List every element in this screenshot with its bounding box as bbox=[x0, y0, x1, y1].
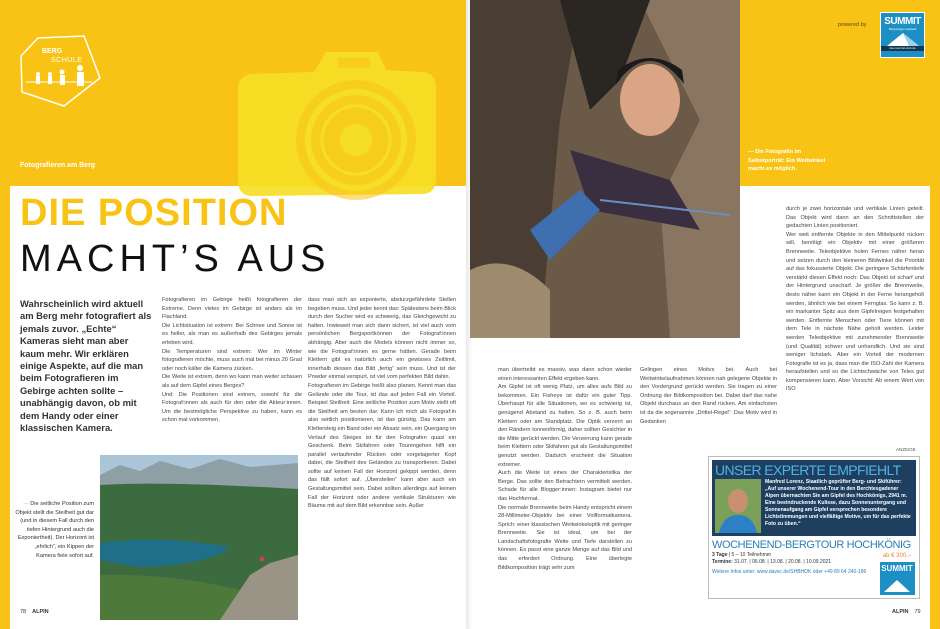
mountain-icon bbox=[883, 32, 923, 46]
ad-info-link[interactable]: Weitere Infos unter: www.davsc.de/SHBHOK oder +49 89 64 240-186 bbox=[712, 569, 867, 575]
paragraph: dass man sich an exponierte, absturzgefährdete Stellen begeben muss. Und jeder kennt das: Spätestens beim Blick durch den Sucher wird es schwierig, das Gleichgewicht zu halten. Inwieweit man sich dann sichert, ist viel auch vom persönlichen Bergsportkönnen der Fotograf:innen abhängig. Aber auch die Models können nicht immer so, wie die Fotograf:innen es gerne hätten. Gerade beim Klettern gibt es natürlich auch ein gewisses Zeitlimit, innerhalb dessen das Bild „fertig“ sein muss. Und ist der Powder einmal verspurt, ist viel vom perfekten Bild dahin. bbox=[308, 297, 457, 381]
paragraph: man übertreibt es massiv, was dann schon wieder einen interessanten Effekt ergeben kann. bbox=[498, 367, 632, 382]
ad-dates: 31.07. | 06.08. | 13.08. | 20.08. | 10.09.2021 bbox=[734, 559, 832, 565]
page-number: 78 bbox=[20, 609, 27, 615]
paragraph: Fotografieren im Gebirge heißt also planen. Kennt man das Gelände oder die Tour, ist das auf jeden Fall ein Vorteil. Beispiel Steilheit: Eine seitliche Position zum Motiv stellt oft die Steilheit am besten dar. Kann ich mich als Fotograf:in also seitlich positionieren, ist das günstig. Das kann am Klettersteig ein Band oder ein Absatz sein, ein Quergang im Verlauf des Steiges ist für den Fotografen quasi ein Geschenk. Beim Skifahren oder Tourengehen hilft ein parallel verlaufender Rücken oder vorgelagerter Kopf dabei, die Steilheit des Geländes zu transportieren. Dabei sollte auf keinen Fall der Horizont gekippt werden, denn das fällt sofort auf. „Übersteilen“ kann aber auch ein Gestaltungsmittel sein. Dabei sollten allerdings auf keinen Fall der Horizont oder andere vertikale Strukturen wie Bäume mit auf dem Bild erkennbar sein. Außer bbox=[308, 382, 457, 510]
ad-quote: „Auf unserer Wochenend-Tour in den Berchtesgadener Alpen übernachten Sie am Gipfel des Hochkönigs, 2941 m. Eine beeindruckende Kulisse, dazu Sonnenuntergang und Sonnenaufgang am Gipfel versprechen besondere Lichtstimmungen und vielfältige Motive, um für das perfekte Foto zu üben.“ bbox=[765, 486, 911, 527]
ad-dates-label: Termine: bbox=[712, 559, 733, 565]
caption-left-text: Die seitliche Position zum Objekt stellt die Steilheit gut dar (und in diesem Fall durch den tiefen Hintergrund auch die Exponiertheit). Der Horizont ist „ehrlich“, ein Kippen der Kamera fiele sofort auf. bbox=[15, 501, 94, 559]
ad-expert-row bbox=[715, 479, 913, 533]
paragraph: Fotografieren im Gebirge heißt fotografieren der Extreme. Denn vieles im Gebirge ist anders als im Flachland. bbox=[162, 297, 302, 321]
summit-logo-name: SUMMIT bbox=[884, 16, 921, 27]
caption-left bbox=[14, 500, 94, 560]
ad-expert-name: Manfred Lorenz, Staatlich geprüfter Berg- und Skiführer: bbox=[765, 479, 902, 485]
magazine-name: ALPIN bbox=[32, 609, 49, 615]
ad-participants: | 5 – 10 Teilnehmer bbox=[728, 552, 772, 558]
mountain-lake-photo bbox=[100, 455, 298, 620]
paragraph: Auch die Weite ist eines der Charakteristika der Berge. Das sollte den Betrachtern vermittelt werden. Schade für alle Blogger:innen: Instagram bietet nur das Hochformat. bbox=[498, 470, 632, 502]
mountain-icon bbox=[882, 578, 912, 592]
caption-right bbox=[748, 148, 828, 174]
body-column-1 bbox=[162, 296, 302, 425]
ad-price: ab € 300,– bbox=[882, 553, 912, 559]
caption-arrow-icon: — bbox=[748, 149, 756, 155]
paragraph: Gelingen eines Motivs bei. Auch bei Weitwinkelaufnahmen können nah gelegene Objekte in den Vordergrund gerückt werden. Sie tragen zu einer Ordnung der Bildkomposition bei. Dabei darf das nahe Objekt durchaus an den Rand rücken. Am einfachsten ist da die sogenannte „Drittel-Regel“: Das Motiv wird in Gedanken bbox=[640, 367, 777, 425]
ad-label: ANZEIGE bbox=[896, 447, 916, 452]
paragraph: Und: Die Positionen sind extrem, sowohl für die Fotograf:innen als auch für den oder die Akteur:innen. Um die bestmögliche Perspektive zu haben, kann es schon mal vorkommen, bbox=[162, 391, 302, 424]
logo-schule: SCHULE bbox=[51, 57, 83, 64]
advertisement[interactable] bbox=[708, 456, 920, 599]
paragraph: Die Temperaturen sind extrem: Wer im Winter fotografieren möchte, muss auch mal bei minus 20 Grad oder noch kälter die Kamera zücken. bbox=[162, 348, 302, 372]
camera-illustration bbox=[228, 48, 440, 208]
ad-header-panel bbox=[712, 460, 916, 536]
ad-tour-title: WOCHENEND-BERGTOUR HOCHKÖNIG bbox=[712, 539, 911, 551]
summit-logo-tagline: Bergsteigen weltweit bbox=[888, 27, 917, 31]
powered-by-label: powered by bbox=[838, 22, 867, 28]
body-column-5 bbox=[786, 205, 924, 394]
ad-info-block bbox=[712, 552, 874, 576]
climber-selfie-photo bbox=[470, 0, 740, 338]
caption-right-text: Die Fotografin im Selbstporträt: Ein Weitwinkel macht es möglich. bbox=[748, 149, 826, 173]
paragraph: Die normale Brennweite beim Handy entspricht einem 28-Millimeter-Objektiv bei einer Vollformatkamera. Sprich: einer klassischen Weitwinkeloptik mit geringer Brennweite. Sie ist ideal, um bei der Landschaftsfotografie Weite und Tiefe darstellen zu können. Es passt eine ganze Menge auf das Bild und das erfordert Ordnung. Eine überlegte Bildkomposition trägt sehr zum bbox=[498, 504, 632, 571]
title-line-2: MACHT’S AUS bbox=[20, 238, 331, 280]
paragraph: Am Gipfel ist oft wenig Platz, um alles aufs Bild zu bekommen. Ein Fisheye ist dafür ein guter Tipp. Überhaupt für alle Situationen, wo es schwierig ist, genügend Abstand zu halten. So z. B. auch beim Klettern oder am Standplatz. Die Optik verzerrt an den Rändern tonnenförmig, daher sollten Gesichter in die Mitte gerückt werden. Die Verzerrung kann gerade beim Klettern oder Skifahren gut als Gestaltungsmittel genutzt werden. Dadurch erscheint die Situation extremer. bbox=[498, 384, 633, 468]
ad-days-row bbox=[712, 552, 874, 559]
ad-days: 3 Tage bbox=[712, 552, 728, 558]
left-edge-strip bbox=[0, 0, 10, 629]
body-column-4 bbox=[640, 366, 777, 426]
ad-summit-logo bbox=[880, 562, 915, 595]
ad-summit-logo-name: SUMMIT bbox=[881, 564, 913, 573]
body-column-2 bbox=[308, 296, 456, 511]
caption-arrow-icon: — bbox=[23, 501, 31, 507]
body-column-3 bbox=[498, 366, 632, 572]
ad-dates-row bbox=[712, 559, 874, 566]
ad-details bbox=[712, 552, 916, 595]
right-edge-strip bbox=[930, 0, 940, 629]
ad-side-block bbox=[878, 552, 916, 595]
bergschule-logo bbox=[18, 34, 102, 110]
paragraph: Wer weit entfernte Objekte in den Mittelpunkt rücken will, benötigt ein Objektiv mit einer größeren Brennweite. Teleobjektive holen Fernes näher heran und setzen durch den kleineren Bildwinkel die Priorität auf das fokussierte Objekt. Die geringere Schärfentiefe verstärkt diesen Effekt noch: Das Objekt ist scharf und der Hintergrund unscharf. Je größer die Brennweite, desto näher kann ein Objekt in der Ferne herangeholt werden, ähnlich wie bei einem Fernglas. So kann z. B. ein markanter Spitz aus dem Gipfelreigen festgehalten werden. Entfernte Menschen oder Tiere können mit dem Tele in nächste Nähe geholt werden. Leider werden Teleobjektive mit zunehmender Brennweite (und Qualität) schwer und unhandlich. Und sie sind weniger lichstark. Aber ein Vorteil der modernen Fotografie ist es ja, dass man die ISO-Zahl der Kamera heraufstellen und so die Lichtschwäche von Teles gut kompensieren kann. Aber Vorsicht: Ab einem Wert von ISO bbox=[786, 231, 924, 393]
title-line-1: DIE POSITION bbox=[20, 192, 288, 234]
paragraph: Die Weite ist extrem, denn wo kann man weiter schauen als auf dem Gipfel eines Berges? bbox=[162, 374, 302, 389]
folio-left bbox=[20, 609, 55, 616]
ad-headline: UNSER EXPERTE EMPFIEHLT bbox=[715, 462, 901, 478]
ad-expert-text bbox=[765, 479, 913, 528]
folio-right bbox=[886, 609, 921, 616]
paragraph: durch je zwei horizontale und vertikale Linien geteilt. Das Objekt wird dann an den Schnittstellen der gedachten Linien positioniert. bbox=[786, 206, 924, 230]
paragraph: Die Lichtsituation ist extrem: Bei Schnee und Sonne ist es heller, als man es außerhalb des Gebirges jemals erleben wird. bbox=[162, 322, 302, 346]
page-number: 79 bbox=[914, 609, 921, 615]
summit-logo-url: dav-summit-club.de bbox=[881, 46, 924, 51]
rubric: Fotografieren am Berg bbox=[20, 162, 96, 169]
expert-photo bbox=[715, 479, 761, 533]
lead-paragraph: Wahrscheinlich wird aktuell am Berg mehr fotografiert als jemals zuvor. „Echte“ Kameras sieht man aber kaum mehr. Wir erklären einige Aspekte, auf die man beim Fotografieren im Gebirge achten sollte – unabhängig davon, ob mit dem Handy oder einer klassischen Kamera. bbox=[20, 298, 152, 434]
summit-logo bbox=[880, 12, 925, 58]
logo-berg: BERG bbox=[42, 48, 63, 55]
magazine-name: ALPIN bbox=[892, 609, 909, 615]
